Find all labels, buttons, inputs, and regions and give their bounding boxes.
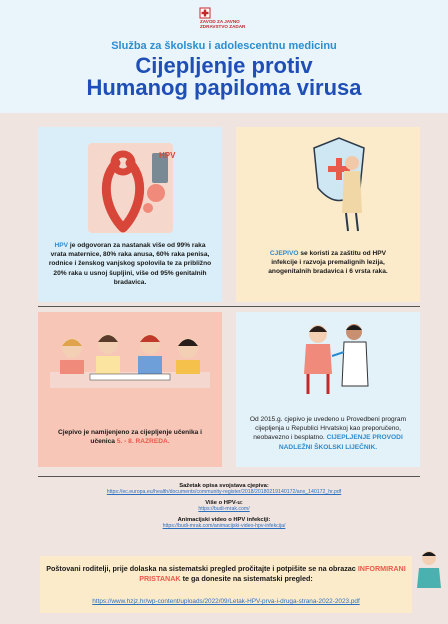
vaccine-shield-illustration bbox=[294, 133, 374, 233]
hpv-image-label: HPV bbox=[159, 151, 176, 160]
link-block-video bbox=[0, 517, 448, 529]
link-url-hpv[interactable]: https://budi-mrak.com/ bbox=[198, 506, 250, 512]
org-name bbox=[200, 19, 245, 29]
hpv-text: je odgovoran za nastanak više od 99% raka vrata maternice, 80% raka anusa, 60% raka penisa, rodnice i ženskog vanjskog spolovila te za približno 20% raka u usnoj šupljini, više od 95% genitalnih bradavica. bbox=[48, 242, 212, 286]
parent-notice-box bbox=[40, 556, 412, 613]
notice-text-before: Poštovani roditelji, prije dolaska na sistematski pregled pročitajte i potpišite se na obrazac bbox=[46, 564, 358, 573]
vaccine-description bbox=[256, 249, 400, 277]
program-text: Od 2015.g. cjepivo je uvedeno u Provedbeni program cijepljenja u Republici Hrvatskoj kao preporučeno, neobavezno i besplatno. bbox=[249, 416, 407, 442]
hpv-info-card bbox=[38, 127, 222, 302]
students-illustration bbox=[50, 320, 210, 398]
program-description bbox=[248, 415, 408, 452]
link-heading-video: Animacijski video o HPV infekciji: bbox=[177, 517, 271, 523]
vaccine-term: CJEPIVO bbox=[269, 250, 299, 257]
links-section bbox=[0, 483, 448, 529]
program-card bbox=[236, 312, 420, 467]
title-line-1: Cijepljenje protiv bbox=[135, 53, 313, 78]
target-description bbox=[58, 428, 202, 446]
notice-highlight: INFORMIRANI PRISTANAK bbox=[139, 564, 406, 583]
org-line-2: ZDRAVSTVO ZADAR bbox=[200, 24, 246, 30]
divider-middle bbox=[38, 306, 420, 307]
target-group-card bbox=[38, 312, 222, 467]
link-url-smpc[interactable]: https://ec.europa.eu/health/documents/community-register/2018/20180219140172/anx_140172_hr.pdf bbox=[106, 489, 342, 495]
org-line-1: ZAVOD ZA JAVNO bbox=[200, 19, 240, 24]
page-title bbox=[0, 55, 448, 99]
hpv-description bbox=[46, 241, 214, 287]
notice-text-after: te ga donesite na sistematski pregled: bbox=[180, 574, 313, 583]
nurse-illustration bbox=[414, 548, 444, 588]
service-subtitle: Služba za školsku i adolescentnu medicinu bbox=[111, 40, 337, 52]
consent-form-link[interactable]: https://www.hzjz.hr/wp-content/uploads/2022/09/Letak-HPV-prva-i-druga-strana-2022-2023.pdf bbox=[92, 598, 360, 605]
link-block-hpv bbox=[0, 500, 448, 512]
link-url-video[interactable]: https://budi-mrak.com/animacijski-video-hpv-infekcija/ bbox=[162, 523, 286, 529]
title-line-2: Humanog papiloma virusa bbox=[86, 75, 362, 100]
link-block-smpc bbox=[0, 483, 448, 495]
link-heading-hpv: Više o HPV-u: bbox=[205, 500, 243, 506]
vaccination-illustration bbox=[288, 316, 380, 404]
program-highlight: CIJEPLJENJE PROVODI NADLEŽNI ŠKOLSKI LIJEČNIK. bbox=[278, 434, 403, 451]
hpv-term: HPV bbox=[54, 242, 69, 249]
main-content bbox=[14, 113, 434, 620]
link-heading-smpc: Sažetak opisa svojstava cjepiva: bbox=[179, 483, 269, 489]
hpv-illustration bbox=[78, 133, 183, 238]
divider-bottom bbox=[38, 476, 420, 477]
header bbox=[0, 0, 448, 113]
parent-notice-text bbox=[40, 564, 412, 584]
target-text: Cjepivo je namijenjeno za cijepljenje učenika i učenica bbox=[58, 429, 203, 446]
vaccine-info-card bbox=[236, 127, 420, 302]
target-grades: 5. - 8. RAZREDA. bbox=[116, 438, 170, 446]
vaccine-text: se koristi za zaštitu od HPV infekcije i razvoja premalignih lezija, anogenitalnih bradavica i 6 vrsta raka. bbox=[268, 250, 388, 276]
